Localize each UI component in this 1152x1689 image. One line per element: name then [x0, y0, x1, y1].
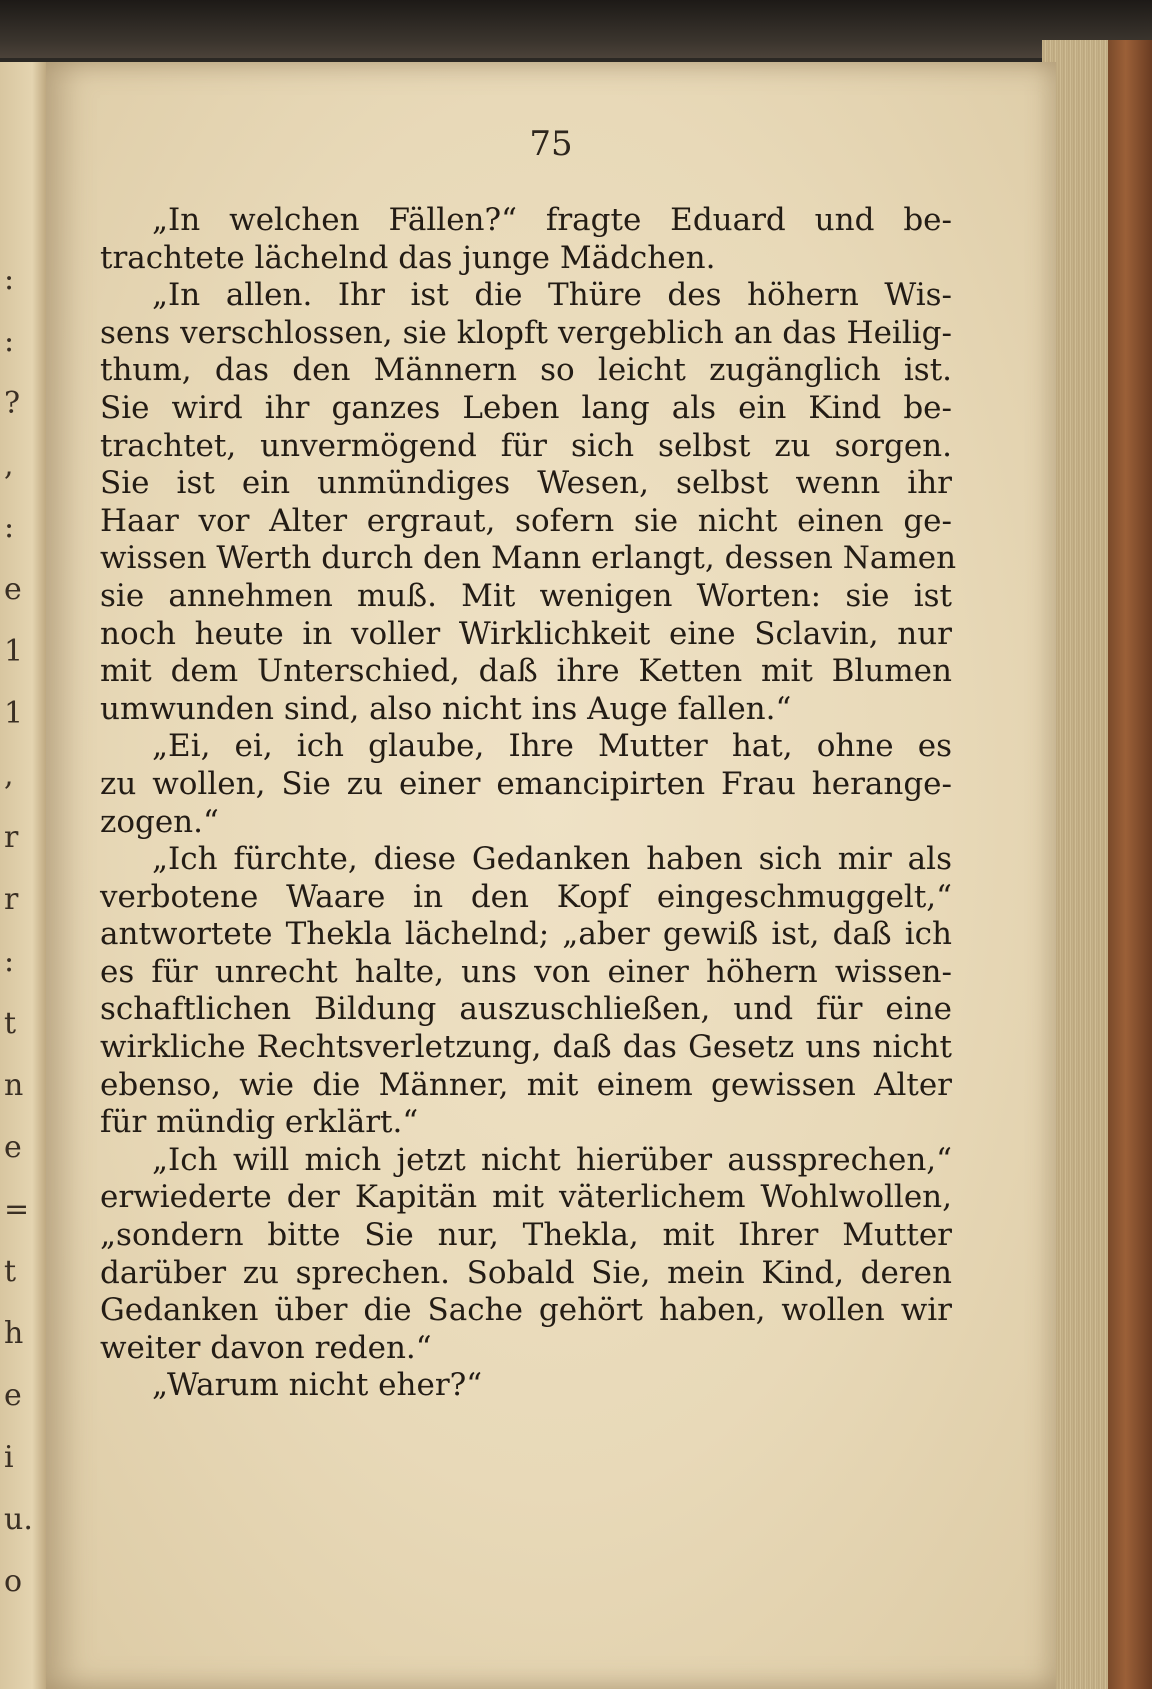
margin-fragment: , [4, 758, 14, 793]
text-line: trachtet, unvermögend für sich selbst zu sorgen. [100, 427, 952, 464]
text-line: verbotene Waare in den Kopf eingeschmuggelt,“ [100, 878, 952, 915]
margin-fragment: r [4, 882, 19, 917]
text-line: darüber zu sprechen. Sobald Sie, mein Kind, deren [100, 1254, 952, 1291]
text-line: ebenso, wie die Männer, mit einem gewissen Alter [100, 1066, 952, 1103]
text-line: „Warum nicht eher?“ [152, 1367, 483, 1404]
margin-fragment: e [4, 572, 22, 607]
text-line: „Ich will mich jetzt nicht hierüber aussprechen,“ [152, 1141, 952, 1178]
book-cover-right-edge [1108, 40, 1152, 1689]
previous-page-fragments [4, 62, 42, 1662]
text-line: thum, das den Männern so leicht zugänglich ist. [100, 352, 952, 389]
text-line: zu wollen, Sie zu einer emancipirten Frau herange- [100, 765, 952, 802]
text-line: zogen.“ [100, 803, 219, 840]
body-text [100, 202, 957, 1405]
book-page [46, 62, 1056, 1689]
text-line: Haar vor Alter ergraut, sofern sie nicht einen ge- [100, 502, 952, 539]
margin-fragment: o [4, 1564, 23, 1599]
text-line: sens verschlossen, sie klopft vergeblich an das Heilig- [100, 314, 952, 351]
margin-fragment: 1 [4, 696, 24, 731]
margin-fragment: h [4, 1316, 24, 1351]
margin-fragment: t [4, 1254, 17, 1289]
text-line: „Ich fürchte, diese Gedanken haben sich mir als [152, 841, 952, 878]
text-line: wissen Werth durch den Mann erlangt, dessen Namen [100, 540, 957, 577]
margin-fragment: = [4, 1192, 30, 1227]
margin-fragment: : [4, 262, 15, 297]
margin-fragment: n [4, 1068, 24, 1103]
text-line: weiter davon reden.“ [100, 1329, 432, 1366]
margin-fragment: r [4, 820, 19, 855]
text-line: antwortete Thekla lächelnd; „aber gewiß ist, daß ich [100, 916, 952, 953]
text-line: Sie wird ihr ganzes Leben lang als ein Kind be- [100, 389, 952, 426]
text-line: „Ei, ei, ich glaube, Ihre Mutter hat, ohne es [152, 728, 952, 765]
margin-fragment: : [4, 324, 15, 359]
text-line: wirkliche Rechtsverletzung, daß das Gesetz uns nicht [100, 1029, 952, 1066]
margin-fragment: e [4, 1130, 22, 1165]
margin-fragment: : [4, 510, 15, 545]
margin-fragment: i [4, 1440, 14, 1475]
margin-fragment: : [4, 944, 15, 979]
text-line: schaftlichen Bildung auszuschließen, und für eine [100, 991, 952, 1028]
text-line: für mündig erklärt.“ [100, 1104, 419, 1141]
text-line: Sie ist ein unmündiges Wesen, selbst wenn ihr [100, 465, 952, 502]
margin-fragment: , [4, 448, 14, 483]
text-line: umwunden sind, also nicht ins Auge fallen.“ [100, 690, 792, 727]
text-line: „In allen. Ihr ist die Thüre des höhern Wis- [152, 277, 952, 314]
margin-fragment: e [4, 1378, 22, 1413]
text-line: noch heute in voller Wirklichkeit eine Sclavin, nur [100, 615, 952, 652]
text-line: trachtete lächelnd das junge Mädchen. [100, 239, 716, 276]
text-line: Gedanken über die Sache gehört haben, wollen wir [100, 1292, 952, 1329]
text-line: mit dem Unterschied, daß ihre Ketten mit Blumen [100, 653, 952, 690]
text-line: „sondern bitte Sie nur, Thekla, mit Ihrer Mutter [100, 1217, 952, 1254]
text-line: erwiederte der Kapitän mit väterlichem Wohlwollen, [100, 1179, 952, 1216]
margin-fragment: ? [4, 386, 21, 421]
margin-fragment: 1 [4, 634, 24, 669]
page-number: 75 [529, 124, 573, 164]
margin-fragment: t [4, 1006, 17, 1041]
text-line: sie annehmen muß. Mit wenigen Worten: sie ist [100, 577, 952, 614]
margin-fragment: u. [4, 1502, 33, 1537]
book-cover-top-edge [0, 0, 1152, 58]
text-line: „In welchen Fällen?“ fragte Eduard und be- [152, 202, 952, 238]
text-line: es für unrecht halte, uns von einer höhern wissen- [100, 953, 952, 990]
